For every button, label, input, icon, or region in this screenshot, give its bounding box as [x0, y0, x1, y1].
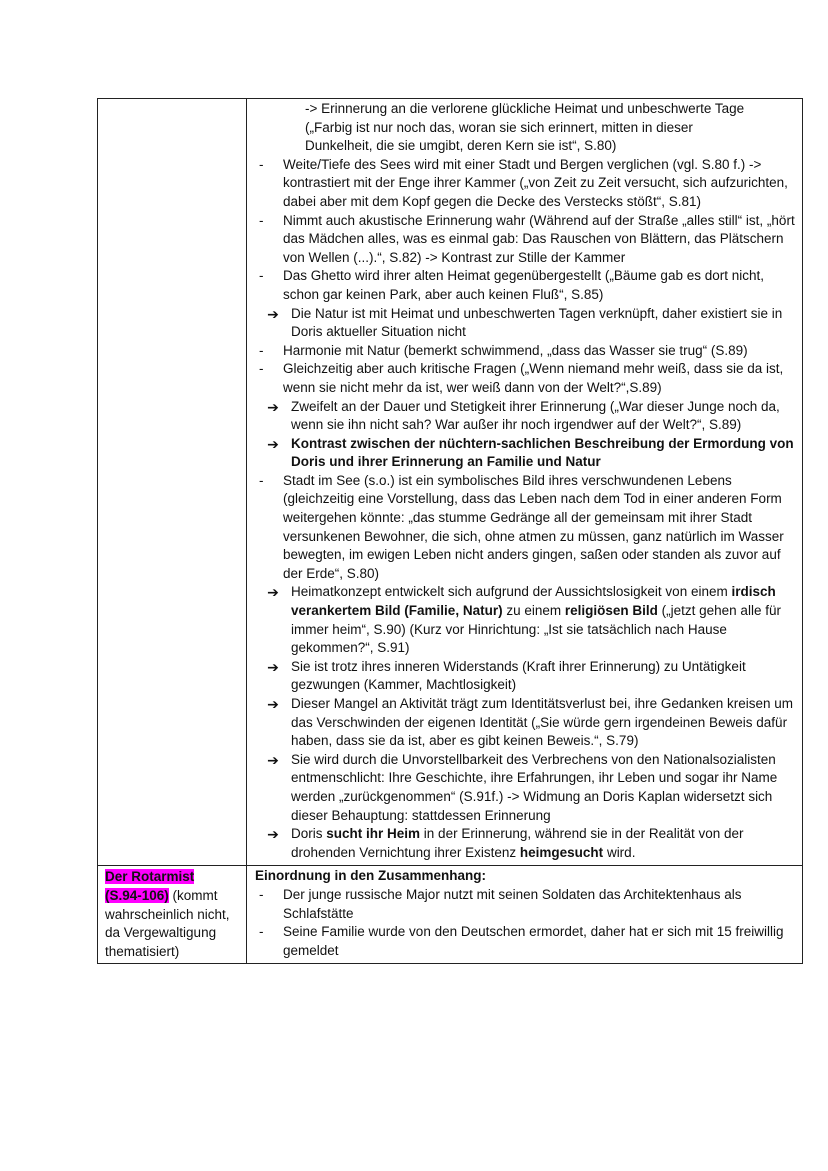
list-item-text: Weite/Tiefe des Sees wird mit einer Stadt und Bergen verglichen (vgl. S.80 f.) -> kontrastiert mit der Enge ihrer Kammer („von Zeit zu Zeit versucht, sich aufzurichten, dabei aber mit dem Kopf gegen die Decke des Verstecks stößt“, S.81) [283, 156, 788, 209]
dash-bullet: - [259, 886, 264, 902]
bold-part: irdisch verankertem Bild (Familie, Natur) [291, 584, 776, 619]
list-item-text: Das Ghetto wird ihrer alten Heimat gegenübergestellt („Bäume gab es dort nicht, schon gar keinen Park, aber auch keinen Fluß“, S.85) [283, 268, 764, 302]
text-part: („jetzt gehen alle für immer heim“, S.90) (Kurz vor Hinrichtung: „Ist sie tatsächlich nach Hause gekommen?“, S.91) [291, 603, 781, 656]
right-cell-rotarmist [247, 866, 803, 964]
list-item-text: Sie wird durch die Unvorstellbarkeit des Verbrechens von den Nationalsozialisten entmenschlicht: Ihre Geschichte, ihre Erfahrungen, ihr Leben und sogar ihr Name werden „zurückgenommen“ (S.91f.) -> Widmung an Doris Kaplan widersetzt sich dieser Behauptung: stattdessen Erinnerung [291, 751, 778, 823]
list-item [253, 583, 796, 657]
list-item [253, 825, 796, 862]
list-item-text [285, 583, 796, 657]
list-item [253, 212, 796, 268]
arrow-bullet-icon: ➔ [267, 696, 279, 712]
list-item [253, 398, 796, 435]
list-item [253, 751, 796, 825]
chapter-note: (kommt wahrscheinlich nicht, da Vergewaltigung thematisiert) [105, 887, 230, 959]
list-item [253, 472, 796, 584]
dash-bullet: - [259, 156, 264, 172]
chapter-pages-highlight: (S.94-106) [105, 887, 169, 903]
arrow-bullet-icon: ➔ [267, 398, 279, 415]
list-item-text: Nimmt auch akustische Erinnerung wahr (Während auf der Straße „alles still“ ist, „hört das Mädchen alles, was es einmal gab: Das Rauschen von Blättern, das Plätschern von Wellen (...).“, S.82) -> Kontrast zur Stille der Kammer [283, 212, 795, 265]
text-part: Doris [291, 826, 327, 842]
right-cell-doris [247, 99, 803, 866]
list-item-text: Gleichzeitig aber auch kritische Fragen („Wenn niemand mehr weiß, dass sie da ist, wenn sie nicht mehr da ist, wer weiß dann von der Welt?“,S.89) [283, 361, 784, 395]
left-cell-empty [98, 99, 247, 866]
list-item [253, 923, 796, 960]
table-row [98, 866, 803, 964]
text-part: wird. [603, 844, 636, 860]
table-row [98, 99, 803, 866]
list-item-text: Die Natur ist mit Heimat und unbeschwerten Tagen verknüpft, daher existiert sie in Doris aktueller Situation nicht [291, 305, 783, 340]
list-item-text [285, 825, 796, 862]
continuation-line: („Farbig ist nur noch das, woran sie sich erinnert, mitten in dieser [305, 119, 693, 135]
list-item [253, 267, 796, 304]
arrow-bullet-icon: ➔ [267, 584, 279, 601]
dash-bullet: - [259, 361, 264, 377]
continuation-line: Dunkelheit, die sie umgibt, deren Kern sie ist“, S.80) [305, 138, 617, 154]
list-item [253, 342, 796, 361]
arrow-bullet-icon: ➔ [267, 658, 279, 675]
notes-table [97, 98, 803, 964]
list-item [253, 305, 796, 342]
left-cell-chapter [98, 866, 247, 964]
dash-bullet: - [259, 924, 264, 940]
text-part: Heimatkonzept entwickelt sich aufgrund der Aussichtslosigkeit von einem [291, 584, 732, 600]
arrow-bullet-icon: ➔ [267, 751, 279, 768]
text-part: zu einem [502, 603, 565, 619]
dash-bullet: - [259, 472, 264, 488]
list-item-bold-text: Kontrast zwischen der nüchtern-sachlichen Beschreibung der Ermordung von Doris und ihrer Erinnerung an Familie und Natur [291, 435, 794, 470]
text-part: in der Erinnerung, während sie in der Realität von der drohenden Vernichtung ihrer Existenz [291, 826, 744, 860]
list-item [253, 886, 796, 923]
list-item-text: Der junge russische Major nutzt mit seinen Soldaten das Architektenhaus als Schlafstätte [283, 886, 742, 921]
arrow-bullet-icon: ➔ [267, 305, 279, 322]
list-item-text: Sie ist trotz ihres inneren Widerstands (Kraft ihrer Erinnerung) zu Untätigkeit gezwungen (Kammer, Machtlosigkeit) [291, 658, 746, 693]
dash-bullet: - [259, 342, 264, 358]
list-item-text: Dieser Mangel an Aktivität trägt zum Identitätsverlust bei, ihre Gedanken kreisen um das Verschwinden der eigenen Identität („Sie würde gern irgendeinen Beweis dafür haben, dass sie da ist, aber es gibt keinen Beweis.“, S.79) [291, 696, 793, 749]
dash-bullet: - [259, 268, 264, 284]
list-item-text: Seine Familie wurde von den Deutschen ermordet, daher hat er sich mit 15 freiwillig gemeldet [283, 924, 784, 958]
dash-bullet: - [259, 212, 264, 228]
list-item [253, 695, 796, 751]
list-item [253, 435, 796, 472]
chapter-title-highlight: Der Rotarmist [105, 869, 195, 885]
continuation-line: -> Erinnerung an die verlorene glückliche Heimat und unbeschwerte Tage [305, 101, 745, 116]
list-item [253, 658, 796, 695]
bold-part: sucht ihr Heim [326, 826, 421, 842]
list-item [253, 156, 796, 212]
bold-part: heimgesucht [519, 844, 604, 860]
section-heading: Einordnung in den Zusammenhang: [255, 868, 486, 884]
list-item-text: Zweifelt an der Dauer und Stetigkeit ihrer Erinnerung („War dieser Junge noch da, wenn sie ihn nicht sah? War außer ihr noch irgendwer auf der Welt?“, S.89) [291, 398, 780, 433]
arrow-bullet-icon: ➔ [267, 435, 279, 452]
list-item-text: Stadt im See (s.o.) ist ein symbolisches Bild ihres verschwundenen Lebens (gleichzeitig eine Vorstellung, dass das Leben nach dem Tod in einer anderen Form weitergehen könnte: „das stumme Gedränge all der gemeinsam mit ihrer Stadt versunkenen Bewohner, die sich, ohne atmen zu müssen, ganz natürlich im Wasser bewegten, im ewigen Leben nicht anders gingen, saßen oder standen als zuvor auf der Erde“, S.80) [283, 472, 784, 581]
list-item [253, 360, 796, 397]
arrow-bullet-icon: ➔ [267, 826, 279, 843]
list-item-text: Harmonie mit Natur (bemerkt schwimmend, „dass das Wasser sie trug“ (S.89) [283, 342, 748, 358]
bold-part: religiösen Bild [564, 603, 658, 619]
